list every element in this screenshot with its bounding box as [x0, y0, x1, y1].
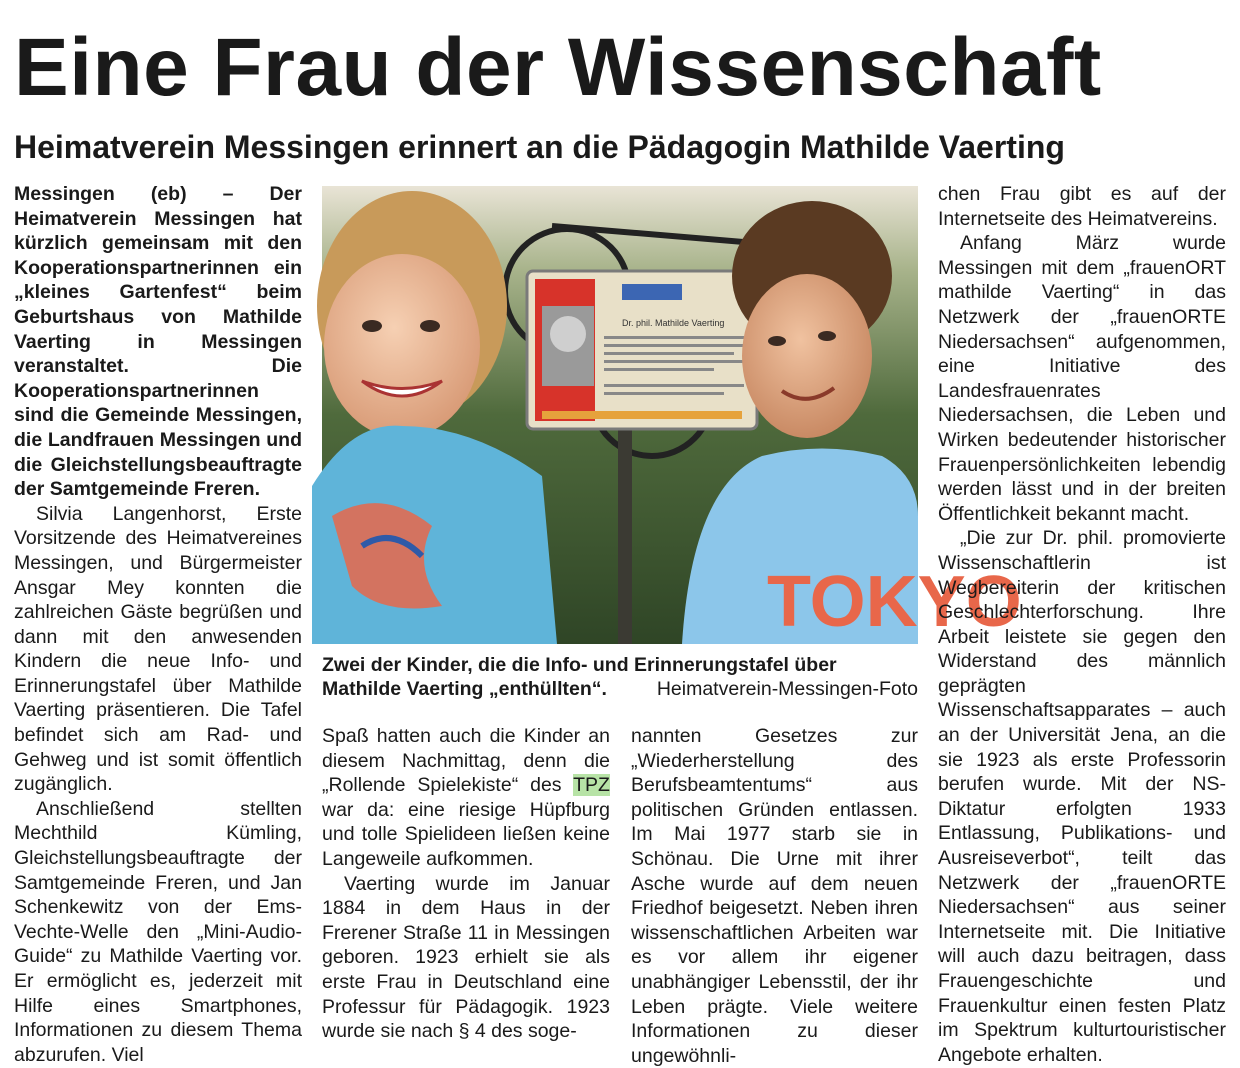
text-run: war da: eine riesige Hüpfburg und tolle Spielideen ließen keine Langeweile aufkommen.	[322, 798, 610, 870]
paragraph	[322, 724, 610, 872]
paragraph: „Die zur Dr. phil. promovierte Wissenschaftlerin ist Wegbereiterin der kritischen Geschlechterforschung. Ihre Arbeit leistete sie gegen den Widerstand des männlich geprägten Wissenschaftsapparates – auch an der Universität Jena, an die sie 1923 als erste Professorin berufen wurde. Mit der NS-Diktatur erfolgten 1933 Entlassung, Publikations- und Ausreiseverbot“, teilt das Netzwerk der „frauenORTE Niedersachsen“ aus seiner Internetseite mit. Die Initiative will auch dazu beitragen, dass Frauengeschichte und Frauenkultur einen festen Platz im Spektrum kulturtouristischer Angebote erhalten.	[938, 527, 1226, 1066]
plaque-post	[618, 426, 632, 644]
headline: Eine Frau der Wissenschaft	[14, 22, 1102, 113]
shirt-text: TOKYO	[767, 562, 1022, 642]
photo-credit: Heimatverein-Messingen-Foto	[656, 678, 918, 700]
subheadline: Heimatverein Messingen erinnert an die Pädagogin Mathilde Vaerting	[14, 129, 1065, 165]
photo-children-with-plaque	[322, 186, 1022, 644]
text-run: Spaß hatten auch die Kinder an diesem Nachmittag, denn die „Rollende Spielekiste“ des	[322, 725, 610, 797]
paragraph: Anfang März wurde Messingen mit dem „frauenORT mathilde Vaerting“ in das Netzwerk der „frauenORTE Niedersachsen“ aufgenommen, eine Initiative des Landesfrauenrates Niedersachsen, die Leben und Wirken bedeutender historischer Frauenpersönlichkeiten lebendig werden lässt und in der breiten Öffentlichkeit bekannt macht.	[938, 232, 1226, 525]
info-plaque	[527, 271, 757, 429]
article-column-3	[631, 724, 918, 1068]
paragraph: Anschließend stellten Mechthild Kümling, Gleichstellungsbeauftragte der Samtgemeinde Freren, und Jan Schenkewitz von der Ems-Vechte-Welle den „Mini-Audio-Guide“ zu Mathilde Vaerting vor. Er ermöglicht es, jederzeit mit Hilfe eines Smartphones, Informationen zu diesem Thema abzurufen. Viel	[14, 797, 302, 1066]
article-column-4	[938, 182, 1226, 1067]
photo-caption: Zwei der Kinder, die die Info- und Erinnerungstafel über Mathilde Vaerting „enthüllten“.	[322, 654, 837, 700]
article-photo	[322, 186, 1022, 644]
article-column-2	[322, 724, 610, 1044]
paragraph: Silvia Langenhorst, Erste Vorsitzende des Heimatvereines Messingen, und Bürgermeister Ansgar Mey konnten die zahlreichen Gäste begrüßen und dann mit den anwesenden Kindern die neue Info- und Erinnerungstafel über Mathilde Vaerting präsentieren. Die Tafel befindet sich am Rad- und Gehweg und ist somit öffentlich zugänglich.	[14, 502, 302, 796]
paragraph: nannten Gesetzes zur „Wiederherstellung des Berufsbeamtentums“ aus politischen Gründen entlassen. Im Mai 1977 starb sie in Schönau. Die Urne mit ihrer Asche wurde auf dem neuen Friedhof beigesetzt. Neben ihren wissenschaftlichen Arbeiten war es vor allem ihr eigener unabhängiger Lebensstil, der ihr Leben prägte. Viele weitere Informationen zu dieser ungewöhnli-	[631, 725, 918, 1067]
highlighted-text: TPZ	[573, 774, 610, 797]
article-column-1	[14, 182, 302, 1067]
paragraph: chen Frau gibt es auf der Internetseite des Heimatvereins.	[938, 183, 1226, 230]
lead-paragraph: Messingen (eb) – Der Heimatverein Messingen hat kürzlich gemeinsam mit den Kooperationspartnerinnen ein „kleines Gartenfest“ beim Geburtshaus von Mathilde Vaerting in Messingen veranstaltet. Die Kooperationspartnerinnen sind die Gemeinde Messingen, die Landfrauen Messingen und die Gleichstellungsbeauftragte der Samtgemeinde Freren.	[14, 183, 302, 501]
plaque-title: Dr. phil. Mathilde Vaerting	[622, 318, 725, 328]
paragraph: Vaerting wurde im Januar 1884 in dem Haus in der Frerener Straße 11 in Messingen geboren. 1923 erhielt sie als erste Frau in Deutschland eine Professur für Pädagogik. 1923 wurde sie nach § 4 des soge-	[322, 872, 610, 1043]
